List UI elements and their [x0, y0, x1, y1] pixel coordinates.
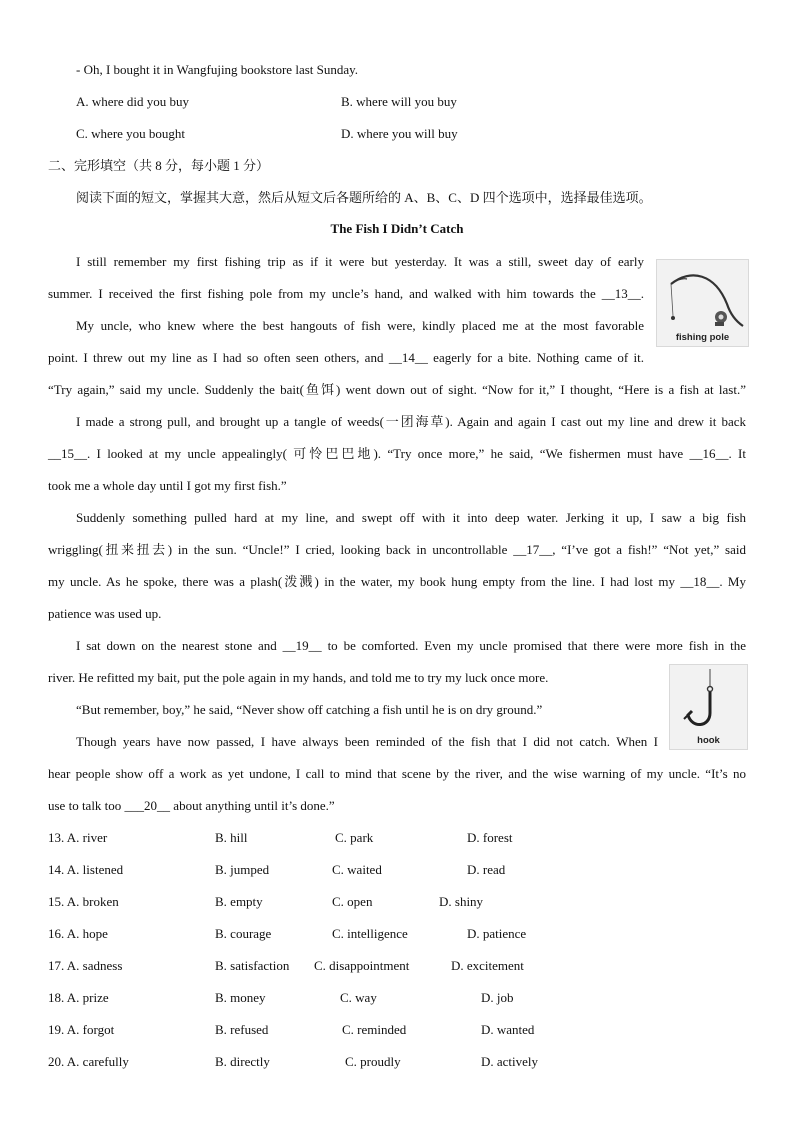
- passage-line: Suddenly something pulled hard at my line, and swept off with it into deep water. Jerking it up, I saw a big fish: [76, 510, 746, 525]
- q14-option-b: B. jumped: [215, 862, 270, 877]
- passage-line: patience was used up.: [48, 606, 162, 621]
- q17-option-c: C. disappointment: [314, 958, 410, 973]
- passage-line: use to talk too ___20__ about anything until it’s done.”: [48, 798, 335, 813]
- passage-line: river. He refitted my bait, put the pole again in my hands, and told me to try my luck once more.: [48, 670, 549, 685]
- q17-option-a: 17. A. sadness: [48, 958, 123, 973]
- passage-line: “Try again,” said my uncle. Suddenly the bait(鱼饵) went down out of sight. “Now for it,” I thought, “Here is a fish at last.”: [48, 382, 746, 397]
- q15-option-c: C. open: [332, 894, 373, 909]
- q18-option-c: C. way: [340, 990, 377, 1005]
- option-d: D. where you will buy: [341, 126, 458, 141]
- q20-option-a: 20. A. carefully: [48, 1054, 129, 1069]
- q18-option-a: 18. A. prize: [48, 990, 109, 1005]
- q17-option-d: D. excitement: [451, 958, 524, 973]
- passage-line: “But remember, boy,” he said, “Never show off catching a fish until he is on dry ground.”: [76, 702, 543, 717]
- q19-option-c: C. reminded: [342, 1022, 407, 1037]
- q19-option-a: 19. A. forgot: [48, 1022, 115, 1037]
- passage-line: I made a strong pull, and brought up a tangle of weeds(一团海草). Again and again I cast out my line and drew it back: [76, 414, 746, 429]
- passage-line: I sat down on the nearest stone and __19__ to be comforted. Even my uncle promised that there were more fish in the: [76, 638, 746, 653]
- option-b: B. where will you buy: [341, 94, 457, 109]
- q13-option-c: C. park: [335, 830, 374, 845]
- q19-option-d: D. wanted: [481, 1022, 535, 1037]
- q13-option-a: 13. A. river: [48, 830, 108, 845]
- fishing-pole-caption: fishing pole: [675, 332, 730, 343]
- q16-option-d: D. patience: [467, 926, 527, 941]
- hook-caption: hook: [697, 735, 720, 746]
- q14-option-d: D. read: [467, 862, 506, 877]
- fishing-pole-figure: [656, 259, 749, 347]
- passage-line: __15__. I looked at my uncle appealingly( 可怜巴巴地). “Try once more,” he said, “We fishermen must have __16__. It: [48, 446, 746, 461]
- q20-option-d: D. actively: [481, 1054, 539, 1069]
- passage-line: summer. I received the first fishing pole from my uncle’s hand, and walked with him towards the __13__.: [48, 286, 644, 301]
- hook-figure: [669, 664, 748, 750]
- q20-option-b: B. directly: [215, 1054, 270, 1069]
- passage-line: hear people show off a work as yet undone, I call to mind that scene by the river, and the wise warning of my uncle. “It’s no: [48, 766, 746, 781]
- q20-option-c: C. proudly: [345, 1054, 401, 1069]
- q19-option-b: B. refused: [215, 1022, 269, 1037]
- q18-option-b: B. money: [215, 990, 266, 1005]
- passage-line: My uncle, who knew where the best hangouts of fish were, kindly placed me at the most favorable: [76, 318, 644, 333]
- q17-option-b: B. satisfaction: [215, 958, 290, 973]
- q14-option-a: 14. A. listened: [48, 862, 124, 877]
- passage-line: Though years have now passed, I have always been reminded of the fish that I did not catch. When I: [76, 734, 658, 749]
- q18-option-d: D. job: [481, 990, 514, 1005]
- q16-option-c: C. intelligence: [332, 926, 408, 941]
- passage-line: took me a whole day until I got my first fish.”: [48, 478, 287, 493]
- q16-option-a: 16. A. hope: [48, 926, 108, 941]
- passage-line: I still remember my first fishing trip as if it were but yesterday. It was a still, sweet day of early: [76, 254, 644, 269]
- q15-option-b: B. empty: [215, 894, 263, 909]
- section-instruction: 阅读下面的短文，掌握其大意，然后从短文后各题所给的 A、B、C、D 四个选项中，选择最佳选项。: [76, 190, 652, 205]
- passage-line: point. I threw out my line as I had so often seen others, and __14__ eagerly for a bite. Nothing came of it.: [48, 350, 644, 365]
- dialog-line: - Oh, I bought it in Wangfujing bookstore last Sunday.: [76, 62, 359, 77]
- q15-option-d: D. shiny: [439, 894, 484, 909]
- q14-option-c: C. waited: [332, 862, 382, 877]
- passage-line: wriggling(扭来扭去) in the sun. “Uncle!” I cried, looking back in uncontrollable __17__, “I’ve got a fish!” “Not yet,” said: [48, 542, 746, 557]
- section-heading: 二、完形填空（共 8 分，每小题 1 分）: [48, 158, 270, 173]
- passage-line: my uncle. As he spoke, there was a plash(泼溅) in the water, my book hung empty from the line. I had lost my __18__. My: [48, 574, 746, 589]
- q13-option-d: D. forest: [467, 830, 513, 845]
- option-a: A. where did you buy: [76, 94, 190, 109]
- q16-option-b: B. courage: [215, 926, 272, 941]
- q15-option-a: 15. A. broken: [48, 894, 119, 909]
- option-c: C. where you bought: [76, 126, 186, 141]
- passage-title: The Fish I Didn’t Catch: [330, 221, 464, 236]
- q13-option-b: B. hill: [215, 830, 248, 845]
